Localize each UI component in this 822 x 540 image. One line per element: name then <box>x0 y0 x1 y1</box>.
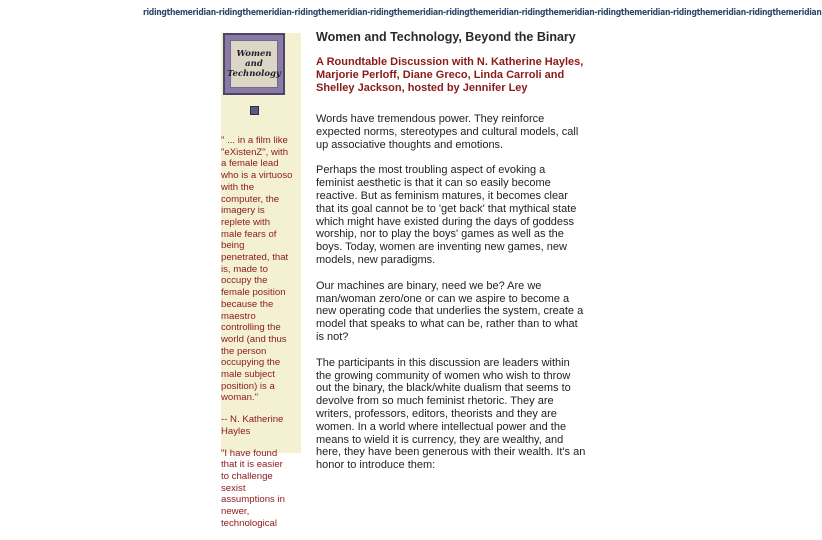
page-title: Women and Technology, Beyond the Binary <box>316 30 576 44</box>
sidebar <box>221 33 301 529</box>
sidebar-quotes <box>221 135 293 540</box>
article-paragraph: The participants in this discussion are leaders within the growing community of women who wish to throw out the binary, the black/white dualism that seems to devolve from so much feminist rhetoric. They are writers, professors, editors, theorists and they are women. In a world where intellectual power and the means to wield it is currency, they are wealthy, and here, they have been generous with their wealth. It's an honor to introduce them: <box>316 356 586 472</box>
article-paragraph: Words have tremendous power. They reinforce expected norms, stereotypes and cultural models, call up associative thoughts and emotions. <box>316 113 579 151</box>
article <box>316 30 586 472</box>
logo-line-1: Women <box>236 49 272 59</box>
article-paragraph: Our machines are binary, need we be? Are we man/woman zero/one or can we aspire to become a new operating code that underlies the system, create a model that speaks to what can be, rather than to what is not? <box>316 279 584 343</box>
site-banner[interactable]: ridingthemeridian-ridingthemeridian-ridingthemeridian-ridingthemeridian-ridingthemeridian-ridingthemeridian-ridingthemeridian-ridingthemeridian-ridingthemeridian <box>143 8 822 18</box>
quote-text: "I have found that it is easier to challenge sexist assumptions in newer, technological <box>221 447 285 529</box>
quote-text: " ... in a film like "eXistenZ", with a female lead who is a virtuoso with the computer, the imagery is replete with male fears of being penetrated, that is, made to occupy the female position because the maestro controlling the world (and thus the person occupying the male subject position) is a woman." <box>221 135 293 404</box>
nav-square-icon[interactable] <box>250 106 259 115</box>
quote-attribution: -- N. Katherine Hayles <box>221 414 284 437</box>
logo-line-2: and <box>245 59 263 69</box>
logo-text <box>227 40 281 88</box>
logo-line-3: Technology <box>227 69 281 79</box>
article-paragraph: Perhaps the most troubling aspect of evoking a feminist aesthetic is that it can so easily become reactive. But as feminism matures, it becomes clear that its goal cannot be to 'get back' that mythical state which might have existed during the days of goddess worship, nor to play the boys' games as well as the boys. Today, women are inventing new games, new models, new paradigms. <box>316 164 577 266</box>
women-and-technology-logo[interactable] <box>223 33 285 95</box>
page-subtitle: A Roundtable Discussion with N. Katherine Hayles, Marjorie Perloff, Diane Greco, Linda Carroli and Shelley Jackson, hosted by Jennifer Ley <box>316 56 584 94</box>
